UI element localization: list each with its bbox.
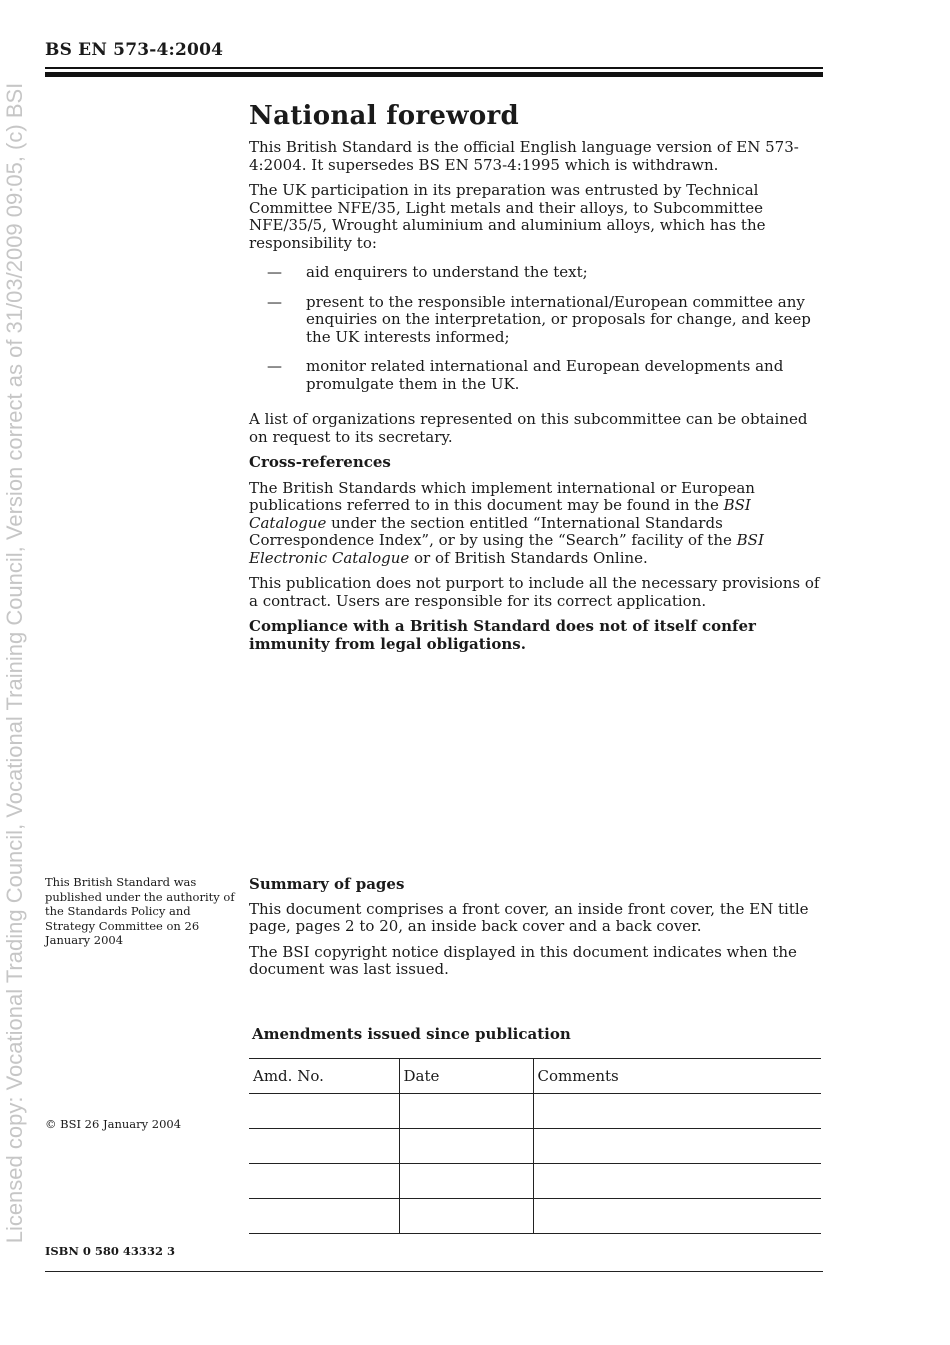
- table-cell: [249, 1199, 399, 1234]
- table-row: [249, 1094, 821, 1129]
- compliance-note: Compliance with a British Standard does not of itself confer immunity from legal obligations.: [249, 617, 756, 653]
- dash-marker: —: [267, 292, 282, 311]
- bsi-catalogue-ref: BSI Catalogue: [249, 496, 751, 532]
- table-cell: [249, 1164, 399, 1199]
- participation-paragraph: The UK participation in its preparation was entrusted by Technical Committee NFE/35, Light metals and their alloys, to Subcommittee NFE/35/5, Wrought aluminium and aluminium alloys, which has the responsibility to:: [249, 181, 766, 252]
- dash-marker: —: [267, 357, 282, 375]
- dash-marker: —: [267, 263, 282, 281]
- table-cell: [399, 1164, 533, 1199]
- header-rule-thick: [45, 72, 823, 77]
- header-rule-thin: [45, 67, 823, 69]
- table-cell: [533, 1094, 821, 1129]
- table-cell: [249, 1129, 399, 1164]
- summary-heading: Summary of pages: [249, 875, 405, 893]
- table-cell: [399, 1129, 533, 1164]
- list-item: — present to the responsible international/European committee any enquiries on the interpretation, or proposals for change, and keep the UK interests informed;: [267, 292, 811, 346]
- summary-pages: This document comprises a front cover, an inside front cover, the EN title page, pages 2 to 20, an inside back cover and a back cover.: [249, 899, 809, 935]
- table-cell: [399, 1094, 533, 1129]
- table-cell: [533, 1129, 821, 1164]
- table-header-row: [249, 1059, 821, 1094]
- crossref-heading: Cross-references: [249, 453, 391, 471]
- table-cell: [533, 1199, 821, 1234]
- responsibility-list: [249, 264, 824, 393]
- column-header-comments: Comments: [533, 1059, 821, 1094]
- column-header-amd-no: Amd. No.: [249, 1059, 399, 1094]
- contract-note: This publication does not purport to include all the necessary provisions of a contract. Users are responsible for its correct application.: [249, 574, 820, 610]
- publication-note: This British Standard was published under the authority of the Standards Policy and Strategy Committee on 26 January 2004: [45, 875, 235, 947]
- intro-paragraph: This British Standard is the official English language version of EN 573-4:2004. It supersedes BS EN 573-4:1995 which is withdrawn.: [249, 138, 799, 174]
- copyright-notice-paragraph: The BSI copyright notice displayed in this document indicates when the document was last issued.: [249, 942, 797, 978]
- national-foreword-section: [249, 100, 824, 661]
- list-item: — aid enquirers to understand the text;: [267, 263, 588, 281]
- table-cell: [533, 1164, 821, 1199]
- table-cell: [249, 1094, 399, 1129]
- table-row: [249, 1129, 821, 1164]
- isbn: ISBN 0 580 43332 3: [45, 1244, 175, 1258]
- table-row: [249, 1164, 821, 1199]
- summary-section: [249, 876, 824, 987]
- list-item: — monitor related international and European developments and promulgate them in the UK.: [267, 357, 784, 393]
- table-row: [249, 1199, 821, 1234]
- copyright-line: © BSI 26 January 2004: [45, 1117, 182, 1131]
- bsi-electronic-catalogue-ref: BSI Electronic Catalogue: [249, 531, 764, 567]
- document-reference: BS EN 573-4:2004: [45, 40, 224, 60]
- amendments-table: [249, 1058, 821, 1234]
- organizations-paragraph: A list of organizations represented on this subcommittee can be obtained on request to its secretary.: [249, 410, 808, 446]
- crossref-paragraph: The British Standards which implement international or European publications referred to in this document may be found in the BSI Catalogue under the section entitled “International Standards Correspondence Index”, or by using the “Search” facility of the BSI Electronic Catalogue or of British Standards Online.: [249, 478, 764, 567]
- column-header-date: Date: [399, 1059, 533, 1094]
- amendments-title: Amendments issued since publication: [252, 1025, 571, 1043]
- page-title: National foreword: [249, 101, 519, 131]
- table-cell: [399, 1199, 533, 1234]
- footer-rule: [45, 1271, 823, 1272]
- license-watermark: Licensed copy: Vocational Trading Council, Vocational Training Council, Version correct as of 31/03/2009 09:05, (c) BSI: [2, 82, 27, 1244]
